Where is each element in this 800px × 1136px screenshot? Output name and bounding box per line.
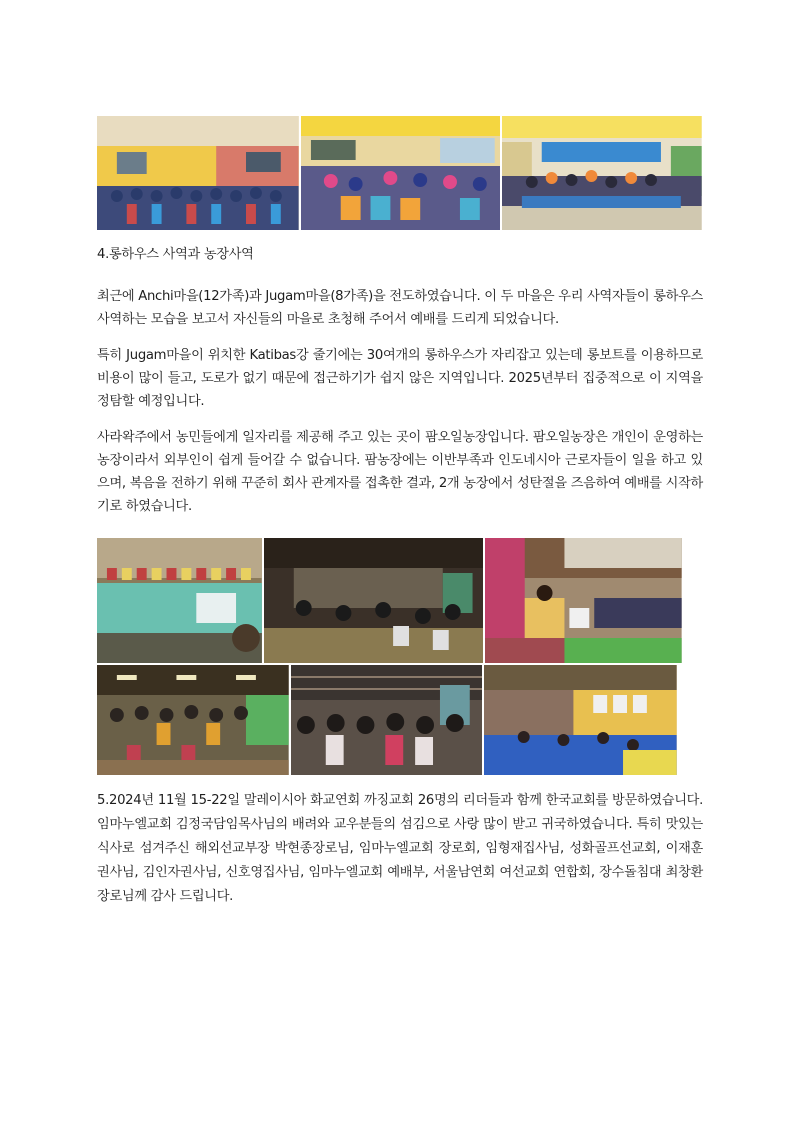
photo-row-top (97, 116, 702, 230)
photo-row-middle (97, 538, 682, 663)
classroom-group-photo (301, 116, 503, 230)
section-5-paragraph: 5.2024년 11월 15-22일 말레이시아 화교연회 까징교회 26명의 리더들과 함께 한국교회를 방문하였습니다. 임마누엘교회 김정국담임목사님의 배려와 교우분들의 섬김으로 사랑 많이 받고 귀국하였습니다. 특히 맛있는 식사로 섬겨주신 해외선교부장 박현종장로님, 임마누엘교회 장로회, 임형재집사님, 성화골프선교회, 이재훈권사님, 김인자권사님, 신호영집사님, 임마누엘교회 예배부, 서울남연회 여선교회 연합회, 장수돌침대 최창환장로님께 감사 드립니다. (97, 793, 703, 904)
floor-worship-photo (484, 665, 677, 775)
longhouse-service-photo (97, 538, 264, 663)
night-gathering-photo (264, 538, 485, 663)
ceremony-photo (485, 538, 682, 663)
photo-row-bottom (97, 665, 677, 775)
crowd-meeting-photo (291, 665, 485, 775)
section-5 (97, 789, 703, 909)
section-4-paragraph-1: 최근에 Anchi마을(12가족)과 Jugam마을(8가족)을 전도하였습니다. 이 두 마을은 우리 사역자들이 롱하우스사역하는 모습을 보고서 자신들의 마을로 초청해 주어서 예배를 드리게 되었습니다. (97, 289, 703, 327)
villagers-group-photo (97, 665, 291, 775)
section-4-paragraph-3: 사라왁주에서 농민들에게 일자리를 제공해 주고 있는 곳이 팜오일농장입니다. 팜오일농장은 개인이 운영하는 농장이라서 외부인이 쉽게 들어갈 수 없습니다. 팜농장에는 이반부족과 인도네시아 근로자들이 일을 하고 있으며, 복음을 전하기 위해 꾸준히 회사 관계자를 접촉한 결과, 2개 농장에서 성탄절을 즈음하여 예배를 시작하기로 하였습니다. (97, 430, 703, 514)
section-4 (97, 243, 703, 518)
children-gathering-photo (97, 116, 301, 230)
section-4-paragraph-2: 특히 Jugam마을이 위치한 Katibas강 줄기에는 30여개의 롱하우스가 자리잡고 있는데 롱보트를 이용하므로 비용이 많이 들고, 도로가 없기 때문에 접근하기가 쉽지 않은 지역입니다. 2025년부터 집중적으로 이 지역을 정탐할 예정입니다. (97, 348, 703, 409)
hall-group-photo (502, 116, 702, 230)
section-4-heading: 4.롱하우스 사역과 농장사역 (97, 247, 254, 262)
